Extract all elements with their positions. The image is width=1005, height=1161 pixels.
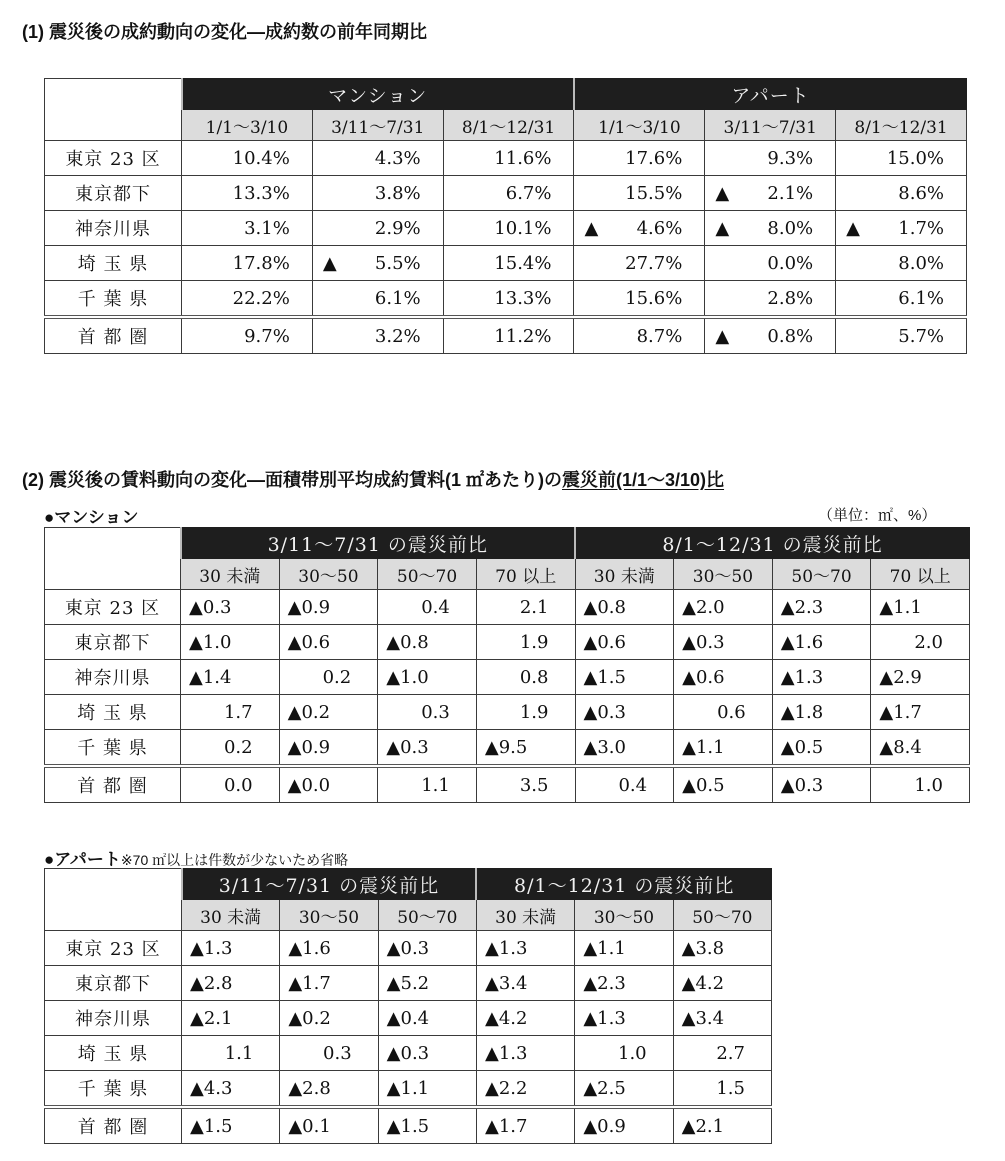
value-cell: [574, 281, 705, 318]
value-cell: [574, 246, 705, 281]
value-cell: ▲1.3: [476, 1036, 574, 1071]
value-text: 1.7%: [898, 217, 944, 239]
value-cell: ▲1.5: [575, 660, 674, 695]
value-text: 6.1%: [374, 287, 421, 309]
value-cell: [574, 211, 705, 246]
value-cell: ▲0.6: [279, 625, 378, 660]
column-header: 1/1〜3/10: [574, 110, 705, 141]
value-text: 22.2%: [232, 287, 290, 309]
table-row: [45, 1001, 772, 1036]
value-text: 27.7%: [625, 252, 683, 274]
column-header: 8/1〜12/31: [443, 110, 574, 141]
value-cell: ▲4.2: [673, 966, 771, 1001]
value-text: 15.4%: [494, 252, 552, 274]
value-text: 0.0%: [767, 252, 814, 274]
value-cell: [443, 176, 574, 211]
value-text: 9.3%: [767, 147, 814, 169]
value-cell: ▲1.6: [280, 931, 378, 966]
column-header: 30〜50: [674, 559, 773, 590]
value-cell: ▲0.1: [280, 1107, 378, 1144]
value-cell: 0.3: [378, 695, 477, 730]
row-label: 埼 玉 県: [45, 695, 181, 730]
value-cell: ▲2.1: [182, 1001, 280, 1036]
table-row: [45, 317, 967, 354]
value-cell: 1.9: [476, 695, 575, 730]
column-header: 70 以上: [476, 559, 575, 590]
value-cell: ▲1.3: [182, 931, 280, 966]
value-cell: ▲0.2: [280, 1001, 378, 1036]
value-cell: ▲1.8: [772, 695, 871, 730]
value-cell: [443, 246, 574, 281]
value-cell: [705, 211, 836, 246]
value-cell: ▲3.0: [575, 730, 674, 767]
value-text: 9.7%: [244, 325, 290, 347]
group-header-period1: 3/11〜7/31 の震災前比: [181, 528, 576, 559]
value-text: 8.0%: [898, 252, 944, 274]
value-cell: ▲3.4: [476, 966, 574, 1001]
value-text: 5.5%: [374, 252, 421, 274]
apart-note: ※70 ㎡以上は件数が少ないため省略: [120, 852, 349, 868]
column-header: 50〜70: [673, 900, 771, 931]
table-row: [45, 176, 967, 211]
corner-cell: [45, 79, 182, 141]
value-cell: [182, 211, 313, 246]
value-cell: [705, 141, 836, 176]
value-cell: 0.0: [181, 766, 280, 803]
apart-label: ●アパート: [44, 850, 121, 869]
table-row: [45, 966, 772, 1001]
table-row: [45, 730, 970, 767]
value-cell: 1.1: [182, 1036, 280, 1071]
table-row: [45, 590, 970, 625]
value-cell: 0.2: [279, 660, 378, 695]
column-header: 50〜70: [772, 559, 871, 590]
value-cell: 1.9: [476, 625, 575, 660]
value-cell: ▲1.0: [181, 625, 280, 660]
column-header: 3/11〜7/31: [312, 110, 443, 141]
value-cell: [182, 141, 313, 176]
value-text: 10.4%: [232, 147, 290, 169]
value-text: 15.6%: [625, 287, 683, 309]
value-cell: [574, 317, 705, 354]
group-header-apart: アパート: [574, 79, 967, 110]
value-text: 8.6%: [898, 182, 944, 204]
value-cell: 0.6: [674, 695, 773, 730]
value-text: 8.7%: [636, 325, 683, 347]
value-cell: [312, 211, 443, 246]
value-cell: ▲0.4: [378, 1001, 476, 1036]
value-cell: ▲3.8: [673, 931, 771, 966]
value-cell: ▲9.5: [476, 730, 575, 767]
row-label: 東京都下: [45, 966, 182, 1001]
row-label: 首 都 圏: [45, 1107, 182, 1144]
value-text: 2.8%: [767, 287, 814, 309]
corner-cell: [45, 528, 181, 590]
section2-title: [22, 466, 724, 492]
value-cell: [443, 317, 574, 354]
value-text: 6.7%: [505, 182, 552, 204]
value-cell: ▲4.3: [182, 1071, 280, 1108]
value-cell: ▲2.8: [280, 1071, 378, 1108]
value-cell: ▲0.6: [575, 625, 674, 660]
value-text: 17.8%: [232, 252, 290, 274]
value-cell: ▲0.3: [674, 625, 773, 660]
value-cell: ▲0.3: [772, 766, 871, 803]
negative-triangle-icon: ▲: [584, 217, 599, 239]
value-cell: [836, 317, 967, 354]
row-label: 神奈川県: [45, 211, 182, 246]
column-header: 30〜50: [280, 900, 378, 931]
row-label: 東京都下: [45, 625, 181, 660]
value-cell: ▲1.5: [182, 1107, 280, 1144]
group-header-period1: 3/11〜7/31 の震災前比: [182, 869, 477, 900]
value-text: 8.0%: [767, 217, 814, 239]
value-cell: ▲0.5: [772, 730, 871, 767]
row-label: 神奈川県: [45, 1001, 182, 1036]
value-cell: ▲2.8: [182, 966, 280, 1001]
value-cell: 1.7: [181, 695, 280, 730]
value-text: 6.1%: [898, 287, 944, 309]
value-cell: ▲2.1: [673, 1107, 771, 1144]
value-cell: ▲1.7: [871, 695, 970, 730]
value-cell: 2.0: [871, 625, 970, 660]
column-header: 30 未満: [575, 559, 674, 590]
value-cell: ▲0.2: [279, 695, 378, 730]
table-row: [45, 1071, 772, 1108]
apart-subheading: [44, 845, 348, 870]
value-cell: 2.7: [673, 1036, 771, 1071]
value-cell: ▲1.1: [871, 590, 970, 625]
column-header: 50〜70: [378, 900, 476, 931]
value-cell: [836, 281, 967, 318]
column-header: 70 以上: [871, 559, 970, 590]
value-cell: [574, 176, 705, 211]
table-row: [45, 695, 970, 730]
value-cell: 3.5: [476, 766, 575, 803]
column-header: 8/1〜12/31: [836, 110, 967, 141]
section2-title-underlined: 震災前(1/1〜3/10)比: [562, 470, 725, 490]
value-cell: ▲8.4: [871, 730, 970, 767]
value-cell: ▲5.2: [378, 966, 476, 1001]
table-row: [45, 211, 967, 246]
value-text: 15.5%: [625, 182, 683, 204]
value-cell: [312, 281, 443, 318]
value-cell: ▲0.9: [279, 590, 378, 625]
value-cell: ▲1.0: [378, 660, 477, 695]
value-text: 5.7%: [898, 325, 944, 347]
value-cell: [836, 246, 967, 281]
value-cell: [836, 176, 967, 211]
value-cell: ▲0.3: [181, 590, 280, 625]
value-cell: ▲1.6: [772, 625, 871, 660]
value-cell: [705, 246, 836, 281]
negative-triangle-icon: ▲: [715, 182, 730, 204]
group-header-period2: 8/1〜12/31 の震災前比: [476, 869, 771, 900]
value-cell: ▲1.3: [772, 660, 871, 695]
value-cell: [574, 141, 705, 176]
value-cell: [182, 317, 313, 354]
value-cell: ▲0.8: [575, 590, 674, 625]
value-cell: [182, 246, 313, 281]
table-row: [45, 625, 970, 660]
corner-cell: [45, 869, 182, 931]
value-cell: [705, 176, 836, 211]
value-cell: [836, 211, 967, 246]
column-header: 30 未満: [181, 559, 280, 590]
negative-triangle-icon: ▲: [715, 325, 730, 347]
row-label: 千 葉 県: [45, 730, 181, 767]
value-text: 11.2%: [494, 325, 552, 347]
row-label: 千 葉 県: [45, 281, 182, 318]
mansion-rent-change-table: [44, 527, 970, 803]
value-text: 2.1%: [767, 182, 814, 204]
row-label: 東京 23 区: [45, 931, 182, 966]
value-text: 0.8%: [767, 325, 814, 347]
value-text: 3.8%: [374, 182, 421, 204]
value-cell: 0.8: [476, 660, 575, 695]
section1-title: (1) 震災後の成約動向の変化―成約数の前年同期比: [22, 22, 427, 42]
table-row: [45, 1107, 772, 1144]
value-cell: 2.1: [476, 590, 575, 625]
column-header: 30 未満: [182, 900, 280, 931]
column-header: 50〜70: [378, 559, 477, 590]
value-cell: ▲0.5: [674, 766, 773, 803]
value-cell: [312, 176, 443, 211]
value-cell: ▲1.7: [280, 966, 378, 1001]
value-cell: ▲2.9: [871, 660, 970, 695]
value-text: 4.3%: [374, 147, 421, 169]
value-cell: [443, 141, 574, 176]
mansion-subheading: ●マンション: [44, 508, 139, 527]
value-cell: ▲3.4: [673, 1001, 771, 1036]
value-cell: ▲0.0: [279, 766, 378, 803]
value-cell: [312, 317, 443, 354]
value-text: 11.6%: [494, 147, 552, 169]
value-cell: ▲1.7: [476, 1107, 574, 1144]
value-text: 17.6%: [625, 147, 683, 169]
value-cell: ▲0.9: [279, 730, 378, 767]
value-cell: ▲0.3: [575, 695, 674, 730]
column-header: 3/11〜7/31: [705, 110, 836, 141]
value-cell: ▲1.1: [674, 730, 773, 767]
value-cell: ▲0.3: [378, 1036, 476, 1071]
apart-rent-change-table: [44, 868, 772, 1144]
value-cell: [182, 281, 313, 318]
value-cell: ▲2.3: [575, 966, 673, 1001]
row-label: 東京 23 区: [45, 141, 182, 176]
value-cell: ▲2.3: [772, 590, 871, 625]
contract-count-yoy-table: [44, 78, 967, 354]
section2-title-main: (2) 震災後の賃料動向の変化―面積帯別平均成約賃料(1 ㎡あたり)の: [22, 470, 562, 490]
value-cell: 0.4: [378, 590, 477, 625]
value-text: 3.2%: [374, 325, 421, 347]
value-text: 3.1%: [244, 217, 290, 239]
value-text: 13.3%: [494, 287, 552, 309]
value-cell: [312, 141, 443, 176]
row-label: 埼 玉 県: [45, 1036, 182, 1071]
value-text: 10.1%: [494, 217, 552, 239]
value-cell: [836, 141, 967, 176]
table-row: [45, 281, 967, 318]
row-label: 首 都 圏: [45, 766, 181, 803]
row-label: 神奈川県: [45, 660, 181, 695]
negative-triangle-icon: ▲: [322, 252, 337, 274]
table-row: [45, 246, 967, 281]
value-cell: ▲0.3: [378, 730, 477, 767]
value-cell: 1.0: [575, 1036, 673, 1071]
table-row: [45, 931, 772, 966]
value-cell: ▲0.8: [378, 625, 477, 660]
value-cell: 0.4: [575, 766, 674, 803]
value-cell: [182, 176, 313, 211]
table-row: [45, 660, 970, 695]
value-cell: ▲2.0: [674, 590, 773, 625]
value-cell: [443, 211, 574, 246]
value-cell: 1.0: [871, 766, 970, 803]
value-cell: ▲0.9: [575, 1107, 673, 1144]
column-header: 30 未満: [476, 900, 574, 931]
value-cell: [705, 317, 836, 354]
value-cell: [705, 281, 836, 318]
value-cell: 1.1: [378, 766, 477, 803]
group-header-period2: 8/1〜12/31 の震災前比: [575, 528, 970, 559]
value-cell: ▲2.2: [476, 1071, 574, 1108]
value-cell: ▲1.1: [575, 931, 673, 966]
table-row: [45, 1036, 772, 1071]
value-text: 15.0%: [886, 147, 944, 169]
value-cell: 0.2: [181, 730, 280, 767]
group-header-mansion: マンション: [182, 79, 574, 110]
column-header: 1/1〜3/10: [182, 110, 313, 141]
value-cell: ▲2.5: [575, 1071, 673, 1108]
row-label: 東京 23 区: [45, 590, 181, 625]
value-text: 2.9%: [374, 217, 421, 239]
row-label: 東京都下: [45, 176, 182, 211]
table-row: [45, 766, 970, 803]
column-header: 30〜50: [575, 900, 673, 931]
value-cell: ▲4.2: [476, 1001, 574, 1036]
negative-triangle-icon: ▲: [715, 217, 730, 239]
row-label: 首 都 圏: [45, 317, 182, 354]
value-cell: ▲0.6: [674, 660, 773, 695]
negative-triangle-icon: ▲: [846, 217, 860, 239]
value-cell: ▲1.3: [575, 1001, 673, 1036]
table-row: [45, 141, 967, 176]
column-header: 30〜50: [279, 559, 378, 590]
value-cell: ▲1.5: [378, 1107, 476, 1144]
unit-label: （単位：㎡、%）: [818, 507, 937, 524]
row-label: 埼 玉 県: [45, 246, 182, 281]
value-cell: [312, 246, 443, 281]
value-cell: ▲1.3: [476, 931, 574, 966]
value-text: 4.6%: [636, 217, 683, 239]
value-cell: 0.3: [280, 1036, 378, 1071]
row-label: 千 葉 県: [45, 1071, 182, 1108]
value-text: 13.3%: [232, 182, 290, 204]
value-cell: ▲1.4: [181, 660, 280, 695]
value-cell: [443, 281, 574, 318]
value-cell: ▲1.1: [378, 1071, 476, 1108]
value-cell: 1.5: [673, 1071, 771, 1108]
value-cell: ▲0.3: [378, 931, 476, 966]
